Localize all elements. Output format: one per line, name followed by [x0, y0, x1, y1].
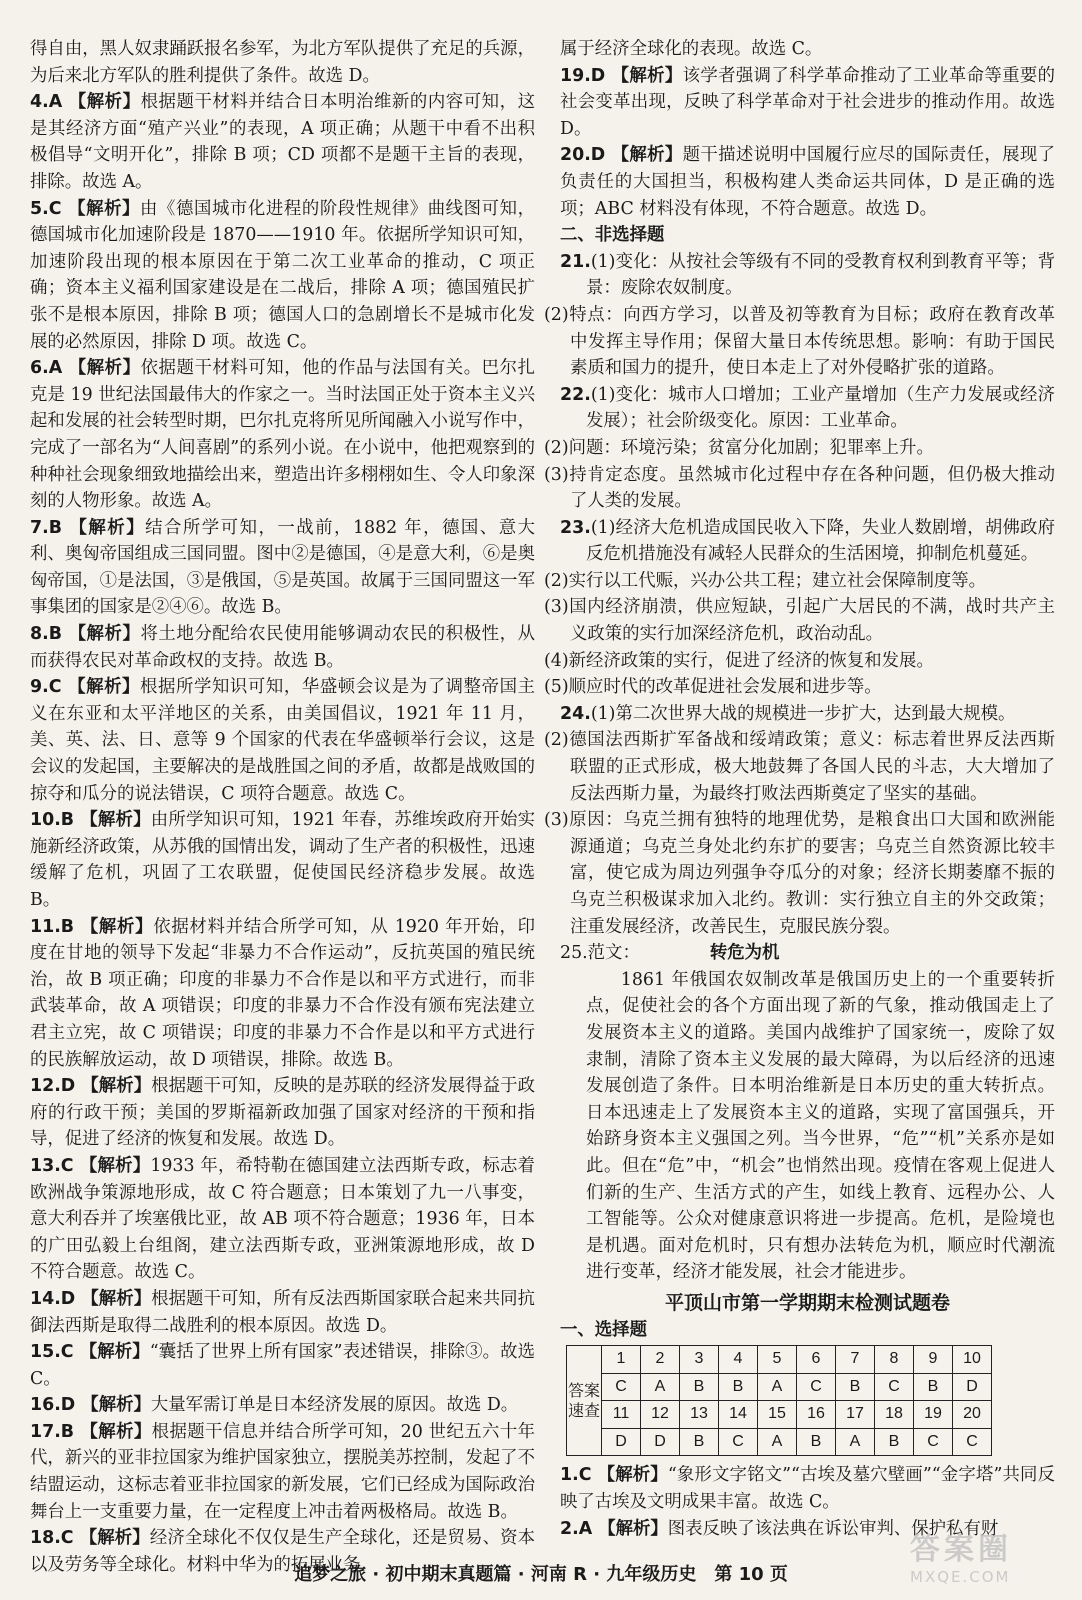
- answer-item-11: 11.B 【解析】依据材料并结合所学可知，从 1920 年开始，印度在甘地的领导下发起“非暴力不合作运动”，反抗英国的殖民统治，故 B 项正确；印度的非暴力不合作是以和平方式进行，而非武装革命，故 A 项错误；印度的非暴力不合作没有颁布宪法建立君主立宪，故 C 项错误；印度的非暴力不合作是以和平方式进行的民族解放运动，故 D 项错误，排除。故选 B。: [30, 916, 535, 1070]
- answer-item-21: 21.(1)变化：从按社会等级有不同的受教育权利到教育平等；背景：废除农奴制度。 (2)特点：向西方学习，以普及初等教育为目标；政府在教育改革中发挥主导作用；保留大量日本传统思想。影响：有助于国民素质和国力的提升，使日本走上了对外侵略扩张的道路。: [560, 249, 1055, 382]
- answer-part: (3)持肯定态度。虽然城市化过程中存在各种问题，但仍极大推动了人类的发展。: [544, 464, 1055, 512]
- answer-item-10: 10.B 【解析】由所学知识可知，1921 年春，苏维埃政府开始实施新经济政策，从苏俄的国情出发，调动了生产者的积极性，迅速缓解了危机，巩固了工农联盟，促使国民经济稳步发展。故选 B。: [30, 810, 535, 910]
- answer-letter: D: [602, 1428, 641, 1456]
- answer-item-test2-1: 1.C 【解析】“象形文字铭文”“古埃及墓穴壁画”“金字塔”共同反映了古埃及文明成果丰富。故选 C。: [560, 1465, 1055, 1513]
- answer-letter: B: [680, 1373, 719, 1401]
- answer-part: (3)原因：乌克兰拥有独特的地理优势，是粮食出口大国和欧洲能源通道；乌克兰身处北约东扩的要害；乌克兰自然资源比较丰富，使它成为周边列强争夺瓜分的对象；经济长期萎靡不振的乌克兰积极谋求加入北约。教训：实行独立自主的外交政策；注重发展经济，改善民生，克服民族分裂。: [544, 810, 1055, 937]
- answer-item-23: 23.(1)经济大危机造成国民收入下降，失业人数剧增，胡佛政府反危机措施没有减轻人民群众的生活困境，抑制危机蔓延。 (2)实行以工代赈，兴办公共工程；建立社会保障制度等。 (3)国内经济崩溃，供应短缺，引起广大居民的不满，战时共产主义政策的实行加深经济危机，政治动乱。 (4)新经济政策的实行，促进了经济的恢复和发展。 (5)顺应时代的改革促进社会发展和进步等。: [560, 515, 1055, 701]
- answer-letter: B: [836, 1373, 875, 1401]
- answer-item-15: 15.C 【解析】“囊括了世界上所有国家”表述错误，排除③。故选 C。: [30, 1342, 535, 1389]
- question-number: 11: [602, 1401, 641, 1429]
- question-number: 20: [953, 1401, 992, 1429]
- answer-part: (4)新经济政策的实行，促进了经济的恢复和发展。: [544, 650, 934, 671]
- essay-body: 1861 年俄国农奴制改革是俄国历史上的一个重要转折点，促使社会的各个方面出现了新的气象，推动俄国走上了发展资本主义的道路。美国内战维护了国家统一，废除了奴隶制，清除了资本主义发展的最大障碍，为以后经济的迅速发展创造了条件。日本明治维新是日本历史的重大转折点。日本迅速走上了发展资本主义的道路，实现了富国强兵，开始跻身资本主义强国之列。当今世界，“危”“机”关系亦是如此。但在“危”中，“机会”也悄然出现。疫情在客观上促进人们新的生产、生活方式的产生，如线上教育、远程办公、人工智能等。公众对健康意识将进一步提高。危机，是险境也是机遇。面对危机时，只有想办法转危为机，顺应时代潮流进行变革，经济才能发展，社会才能进步。: [586, 969, 1055, 1283]
- answer-item-19: 19.D 【解析】该学者强调了科学革命推动了工业革命等重要的社会变革出现，反映了科学革命对于社会进步的推动作用。故选 D。: [560, 65, 1055, 139]
- question-number: 17: [836, 1401, 875, 1429]
- question-number: 16: [797, 1401, 836, 1429]
- essay-title: 转危为机: [709, 943, 780, 964]
- section-title-choice: 一、选择题: [560, 1319, 647, 1340]
- section-title-nonchoice: 二、非选择题: [560, 225, 665, 246]
- answer-letter: B: [797, 1428, 836, 1456]
- question-number: 7: [836, 1346, 875, 1374]
- answer-item-18: 18.C 【解析】经济全球化不仅仅是生产全球化，还是贸易、资本以及劳务等全球化。材料中华为的拓展业务: [30, 1528, 535, 1575]
- answer-letter: B: [914, 1373, 953, 1401]
- answer-item-13: 13.C 【解析】1933 年，希特勒在德国建立法西斯专政，标志着欧洲战争策源地形成，故 C 符合题意；日本策划了九一八事变，意大利吞并了埃塞俄比亚，故 AB 项不符合题意；1936 年，日本的广田弘毅上台组阁，建立法西斯专政，亚洲策源地形成，故 D 不符合题意。故选 C。: [30, 1155, 535, 1283]
- right-column: [544, 36, 1055, 1542]
- answer-item-8: 8.B 【解析】将土地分配给农民使用能够调动农民的积极性，从而获得农民对革命政权的支持。故选 B。: [30, 624, 535, 671]
- question-number: 8: [875, 1346, 914, 1374]
- carry-over-text: 得自由，黑人奴隶踊跃报名参军，为北方军队提供了充足的兵源，为后来北方军队的胜利提供了条件。故选 D。: [30, 39, 535, 86]
- answer-item-25-essay: [560, 940, 1055, 1286]
- question-number: 2: [641, 1346, 680, 1374]
- answer-item-22: 22.(1)变化：城市人口增加；工业产量增加（生产力发展或经济发展）；社会阶级变化。原因：工业革命。 (2)问题：环境污染；贫富分化加剧；犯罪率上升。 (3)持肯定态度。虽然城市化过程中存在各种问题，但仍极大推动了人类的发展。: [560, 382, 1055, 515]
- answer-letter: A: [758, 1428, 797, 1456]
- answer-letter: C: [719, 1428, 758, 1456]
- answer-letter: B: [680, 1428, 719, 1456]
- question-number: 12: [641, 1401, 680, 1429]
- answer-part: (2)问题：环境污染；贫富分化加剧；犯罪率上升。: [544, 437, 934, 458]
- answer-part: (2)德国法西斯扩军备战和绥靖政策；意义：标志着世界反法西斯联盟的正式形成，极大地鼓舞了各国人民的斗志，大大增加了反法西斯力量，为最终打败法西斯奠定了坚实的基础。: [544, 730, 1055, 804]
- answer-letter: C: [953, 1428, 992, 1456]
- question-number: 13: [680, 1401, 719, 1429]
- question-number: 3: [680, 1346, 719, 1374]
- answer-item-24: 24.(1)第二次世界大战的规模进一步扩大，达到最大规模。 (2)德国法西斯扩军备战和绥靖政策；意义：标志着世界反法西斯联盟的正式形成，极大地鼓舞了各国人民的斗志，大大增加了反法西斯力量，为最终打败法西斯奠定了坚实的基础。 (3)原因：乌克兰拥有独特的地理优势，是粮食出口大国和欧洲能源通道；乌克兰身处北约东扩的要害；乌克兰自然资源比较丰富，使它成为周边列强争夺瓜分的对象；经济长期萎靡不振的乌克兰积极谋求加入北约。教训：实行独立自主的外交政策；注重发展经济，改善民生，克服民族分裂。: [560, 701, 1055, 940]
- question-number: 4: [719, 1346, 758, 1374]
- watermark-text: 答案圈: [910, 1532, 1012, 1567]
- answer-key-side-label: 答案速查: [567, 1346, 602, 1456]
- essay-label: 25.范文：: [560, 943, 640, 964]
- carry-over-text-right: 属于经济全球化的表现。故选 C。: [560, 39, 823, 59]
- answer-letter: D: [953, 1373, 992, 1401]
- question-number: 18: [875, 1401, 914, 1429]
- question-number: 6: [797, 1346, 836, 1374]
- answer-letter: A: [641, 1373, 680, 1401]
- answer-letter: B: [719, 1373, 758, 1401]
- answer-part: (2)特点：向西方学习，以普及初等教育为目标；政府在教育改革中发挥主导作用；保留大量日本传统思想。影响：有助于国民素质和国力的提升，使日本走上了对外侵略扩张的道路。: [544, 304, 1055, 379]
- answer-item-test2-2: 2.A 【解析】图表反映了该法典在诉讼审判、保护私有财: [560, 1518, 999, 1539]
- watermark-url: MXQE.COM: [910, 1568, 1011, 1586]
- question-number: 5: [758, 1346, 797, 1374]
- question-number: 1: [602, 1346, 641, 1374]
- answer-item-14: 14.D 【解析】根据题干可知，所有反法西斯国家联合起来共同抗御法西斯是取得二战胜利的根本原因。故选 D。: [30, 1288, 535, 1336]
- answer-key-table: [566, 1345, 992, 1456]
- answer-item-20: 20.D 【解析】题干描述说明中国履行应尽的国际责任，展现了负责任的大国担当，积极构建人类命运共同体，D 是正确的选项；ABC 材料没有体现，不符合题意。故选 D。: [560, 145, 1055, 219]
- answer-part: (3)国内经济崩溃，供应短缺，引起广大居民的不满，战时共产主义政策的实行加深经济危机，政治动乱。: [544, 597, 1055, 645]
- answer-item-16: 16.D 【解析】大量军需订单是日本经济发展的原因。故选 D。: [30, 1395, 519, 1416]
- answer-letter: A: [758, 1373, 797, 1401]
- answer-letter: A: [836, 1428, 875, 1456]
- answer-item-12: 12.D 【解析】根据题干可知，反映的是苏联的经济发展得益于政府的行政干预；美国的罗斯福新政加强了国家对经济的干预和指导，促进了经济的恢复和发展。故选 D。: [30, 1076, 535, 1150]
- answer-letter: C: [914, 1428, 953, 1456]
- question-number: 14: [719, 1401, 758, 1429]
- watermark-logo: [910, 1524, 1060, 1586]
- answer-letter: D: [641, 1428, 680, 1456]
- page-footer: 追梦之旅 · 初中期末真题篇 · 河南 R · 九年级历史 第 10 页: [294, 1564, 788, 1585]
- answer-letter: B: [875, 1428, 914, 1456]
- question-number: 9: [914, 1346, 953, 1374]
- answer-part: (2)实行以工代赈，兴办公共工程；建立社会保障制度等。: [544, 570, 987, 591]
- answer-item-6: 6.A 【解析】依据题干材料可知，他的作品与法国有关。巴尔扎克是 19 世纪法国最伟大的作家之一。当时法国正处于资本主义兴起和发展的社会转型时期，巴尔扎克将所见所闻融入小说写作中，完成了一部名为“人间喜剧”的系列小说。在小说中，他把观察到的种种社会现象细致地描绘出来，塑造出许多栩栩如生、令人印象深刻的人物形象。故选 A。: [30, 358, 535, 512]
- answer-item-17: 17.B 【解析】根据题干信息并结合所学可知，20 世纪五六十年代，新兴的亚非拉国家为维护国家独立，摆脱美苏控制，发起了不结盟运动，这标志着亚非拉国家的新发展，它们已经成为国际政治舞台上一支重要力量，在一定程度上冲击着两极格局。故选 B。: [30, 1421, 535, 1522]
- answer-item-7: 7.B 【解析】结合所学可知，一战前，1882 年，德国、意大利、奥匈帝国组成三国同盟。图中②是德国，④是意大利，⑥是奥匈帝国，①是法国，③是俄国，⑤是英国。故属于三国同盟这一军事集团的国家是②④⑥。故选 B。: [30, 517, 535, 618]
- answer-item-5: 5.C 【解析】由《德国城市化进程的阶段性规律》曲线图可知，德国城市化加速阶段是 1870——1910 年。依据所学知识可知，加速阶段出现的根本原因在于第二次工业革命的推动，C 项正确；资本主义福利国家建设是在二战后，排除 A 项；德国殖民扩张不是根本原因，排除 B 项；德国人口的急剧增长不是城市化发展的必然原因，排除 D 项。故选 C。: [30, 198, 535, 352]
- left-column: [30, 36, 535, 1578]
- test-title: 平顶山市第一学期期末检测试题卷: [664, 1291, 950, 1314]
- answer-item-9: 9.C 【解析】根据所学知识可知，华盛顿会议是为了调整帝国主义在东亚和太平洋地区的关系，由美国倡议，1921 年 11 月，美、英、法、日、意等 9 个国家的代表在华盛顿举行会议，这是会议的发起国，主要解决的是战胜国之间的矛盾，故都是战败国的掠夺和瓜分的说法错误，C 项符合题意。故选 C。: [30, 677, 535, 804]
- answer-letter: C: [797, 1373, 836, 1401]
- question-number: 10: [953, 1346, 992, 1374]
- answer-item-4: 4.A 【解析】根据题干材料并结合日本明治维新的内容可知，这是其经济方面“殖产兴业”的表现，A 项正确；从题干中看不出积极倡导“文明开化”，排除 B 项；CD 项都不是题干主旨的表现，排除。故选 A。: [30, 92, 535, 192]
- answer-letter: C: [875, 1373, 914, 1401]
- question-number: 19: [914, 1401, 953, 1429]
- answer-part: (5)顺应时代的改革促进社会发展和进步等。: [544, 677, 882, 698]
- question-number: 15: [758, 1401, 797, 1429]
- answer-letter: C: [602, 1373, 641, 1401]
